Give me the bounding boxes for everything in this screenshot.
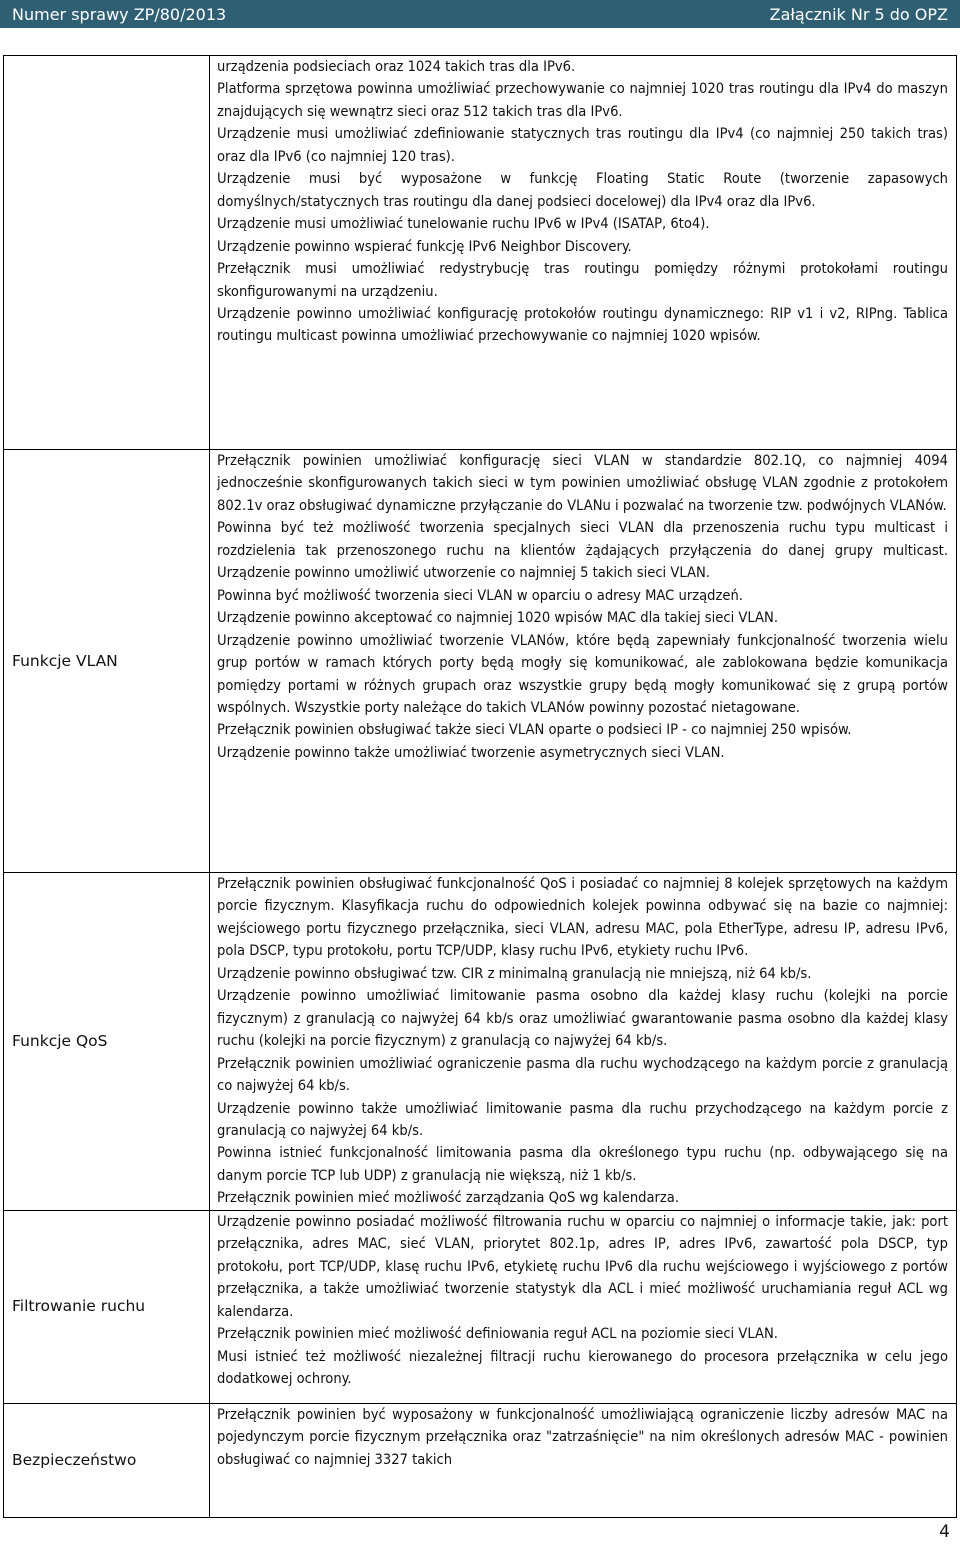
requirement-paragraph: Urządzenie powinno akceptować co najmniej 1020 wpisów MAC dla takiej sieci VLAN. [217, 609, 779, 627]
row-label: Bezpieczeństwo [4, 1403, 210, 1517]
requirement-paragraph: Przełącznik powinien być wyposażony w funkcjonalność umożliwiającą ograniczenie liczby adresów MAC na pojedynczym porcie fizycznym przełącznika oraz "zatrzaśnięcie" na nim określonych adresów MAC - powinien obsługiwać co najmniej 3327 takich [217, 1405, 948, 1468]
row-description [210, 1210, 957, 1403]
requirement-paragraph: Urządzenie powinno umożliwiać limitowanie pasma osobno dla każdej klasy ruchu (kolejki na porcie fizycznym) z granulacją co najwyżej 64 kb/s oraz umożliwiać gwarantowanie pasma osobno dla każdej klasy ruchu (kolejki na porcie fizycznym) z granulacją co najwyżej 64 kb/s. [217, 987, 948, 1050]
requirement-paragraph: Urządzenie powinno umożliwiać tworzenie VLANów, które będą zapewniały funkcjonalność tworzenia wielu grup portów w ramach których porty będą mogły się komunikować, ale zablokowana będzie komunikacja pomiędzy portami w różnych grupach oraz wszystkie grupy będą mogły komunikować się z grupą portów wspólnych. Wszystkie porty należące do takich VLANów powinny pozostać nietagowane. [217, 631, 948, 716]
requirement-paragraph: Powinna istnieć funkcjonalność limitowania pasma dla określonego typu ruchu (np. odbywającego się na danym porcie TCP lub UDP) z granulacją nie większą, niż 1 kb/s. [217, 1144, 948, 1184]
specification-table [3, 55, 957, 1518]
requirement-paragraph: urządzenia podsieciach oraz 1024 takich tras dla IPv6. [217, 58, 576, 75]
row-label: Funkcje VLAN [4, 450, 210, 873]
requirement-paragraph: Przełącznik powinien umożliwiać konfigurację sieci VLAN w standardzie 802.1Q, co najmniej 4094 jednocześnie skonfigurowanych takich sieci w tym powinien umożliwiać obsługę VLAN zgodnie z protokołem 802.1v oraz obsługiwać dynamiczne przyłączanie do VLANu i pozwalać na tworzenie tzw. podwójnych VLANów. [217, 452, 948, 514]
table-row [4, 56, 957, 450]
row-description [210, 873, 957, 1211]
table-row [4, 1403, 957, 1517]
row-label: Filtrowanie ruchu [4, 1210, 210, 1403]
requirement-paragraph: Przełącznik powinien mieć możliwość definiowania reguł ACL na poziomie sieci VLAN. [217, 1325, 778, 1343]
requirement-paragraph: Urządzenie powinno posiadać możliwość filtrowania ruchu w oparciu co najmniej o informacje takie, jak: port przełącznika, adres MAC, sieć VLAN, priorytet 802.1p, adres IP, adres IPv6, zawartość pola DSCP, typ protokołu, port TCP/UDP, klasę ruchu IPv6, etykietę ruchu IPv6 dla ruchu wejściowego i wyjściowego z portów przełącznika, a także umożliwiać tworzenie statystyk dla ACL i mieć możliwość uruchamiania reguł ACL wg kalendarza. [217, 1212, 948, 1320]
requirement-paragraph: Przełącznik musi umożliwiać redystrybucję tras routingu pomiędzy różnymi protokołami routingu skonfigurowanymi na urządzeniu. [217, 260, 948, 300]
requirement-paragraph: Urządzenie powinno wspierać funkcję IPv6 Neighbor Discovery. [217, 237, 632, 255]
row-label: Funkcje QoS [4, 873, 210, 1211]
requirement-paragraph: Urządzenie musi umożliwiać zdefiniowanie statycznych tras routingu dla IPv4 (co najmniej 250 takich tras) oraz dla IPv6 (co najmniej 120 tras). [217, 125, 948, 165]
requirement-paragraph: Platforma sprzętowa powinna umożliwiać przechowywanie co najmniej 1020 tras routingu dla IPv4 do maszyn znajdujących się wewnątrz sieci oraz 512 takich tras dla IPv6. [217, 80, 948, 120]
requirement-paragraph: Przełącznik powinien umożliwiać ograniczenie pasma dla ruchu wychodzącego na każdym porcie z granulacją co najwyżej 64 kb/s. [217, 1054, 948, 1095]
requirement-paragraph: Urządzenie powinno obsługiwać tzw. CIR z minimalną granulacją nie mniejszą, niż 64 kb/s. [217, 964, 812, 982]
attachment-label: Załącznik Nr 5 do OPZ [769, 4, 948, 24]
row-description [210, 56, 957, 450]
requirement-paragraph: Powinna być też możliwość tworzenia specjalnych sieci VLAN dla przenoszenia ruchu typu multicast i rozdzielenia tak przenoszonego ruchu na klientów żądających przyłączenia do danej grupy multicast. Urządzenie powinno umożliwić utworzenie co najmniej 5 takich sieci VLAN. [217, 519, 948, 582]
page-number: 4 [939, 1522, 950, 1542]
requirement-paragraph: Urządzenie powinno umożliwiać konfigurację protokołów routingu dynamicznego: RIP v1 i v2, RIPng. Tablica routingu multicast powinna umożliwiać przechowywanie co najmniej 1020 wpisów. [217, 304, 948, 345]
case-number: Numer sprawy ZP/80/2013 [12, 4, 227, 24]
requirement-paragraph: Urządzenie powinno także umożliwiać tworzenie asymetrycznych sieci VLAN. [217, 743, 725, 761]
row-label [4, 56, 210, 450]
requirement-paragraph: Przełącznik powinien obsługiwać funkcjonalność QoS i posiadać co najmniej 8 kolejek sprzętowych na każdym porcie fizycznym. Klasyfikacja ruchu do odpowiednich kolejek powinna odbywać się na bazie co najmniej: wejściowego portu fizycznego przełącznika, sieci VLAN, adresu MAC, pola EtherType, adresu IP, adresu IPv6, pola DSCP, typu protokołu, portu TCP/UDP, klasy ruchu IPv6, etykiety ruchu IPv6. [217, 875, 948, 960]
requirement-paragraph: Urządzenie powinno także umożliwiać limitowanie pasma dla ruchu przychodzącego na każdym porcie z granulacją co najwyżej 64 kb/s. [217, 1099, 948, 1139]
row-description [210, 1403, 957, 1517]
requirement-paragraph: Przełącznik powinien obsługiwać także sieci VLAN oparte o podsieci IP - co najmniej 250 wpisów. [217, 721, 852, 739]
requirement-paragraph: Urządzenie musi umożliwiać tunelowanie ruchu IPv6 w IPv4 (ISATAP, 6to4). [217, 215, 710, 233]
requirement-paragraph: Przełącznik powinien mieć możliwość zarządzania QoS wg kalendarza. [217, 1189, 680, 1207]
requirement-paragraph: Powinna być możliwość tworzenia sieci VLAN w oparciu o adresy MAC urządzeń. [217, 586, 743, 604]
table-row [4, 1210, 957, 1403]
requirement-paragraph: Musi istnieć też możliwość niezależnej filtracji ruchu kierowanego do procesora przełącznika w celu jego dodatkowej ochrony. [217, 1347, 948, 1387]
table-row [4, 873, 957, 1211]
page-header [0, 0, 960, 28]
table-row [4, 450, 957, 873]
row-description [210, 450, 957, 873]
requirement-paragraph: Urządzenie musi być wyposażone w funkcję Floating Static Route (tworzenie zapasowych domyślnych/statycznych tras routingu dla danej podsieci docelowej) dla IPv4 oraz dla IPv6. [217, 170, 948, 210]
